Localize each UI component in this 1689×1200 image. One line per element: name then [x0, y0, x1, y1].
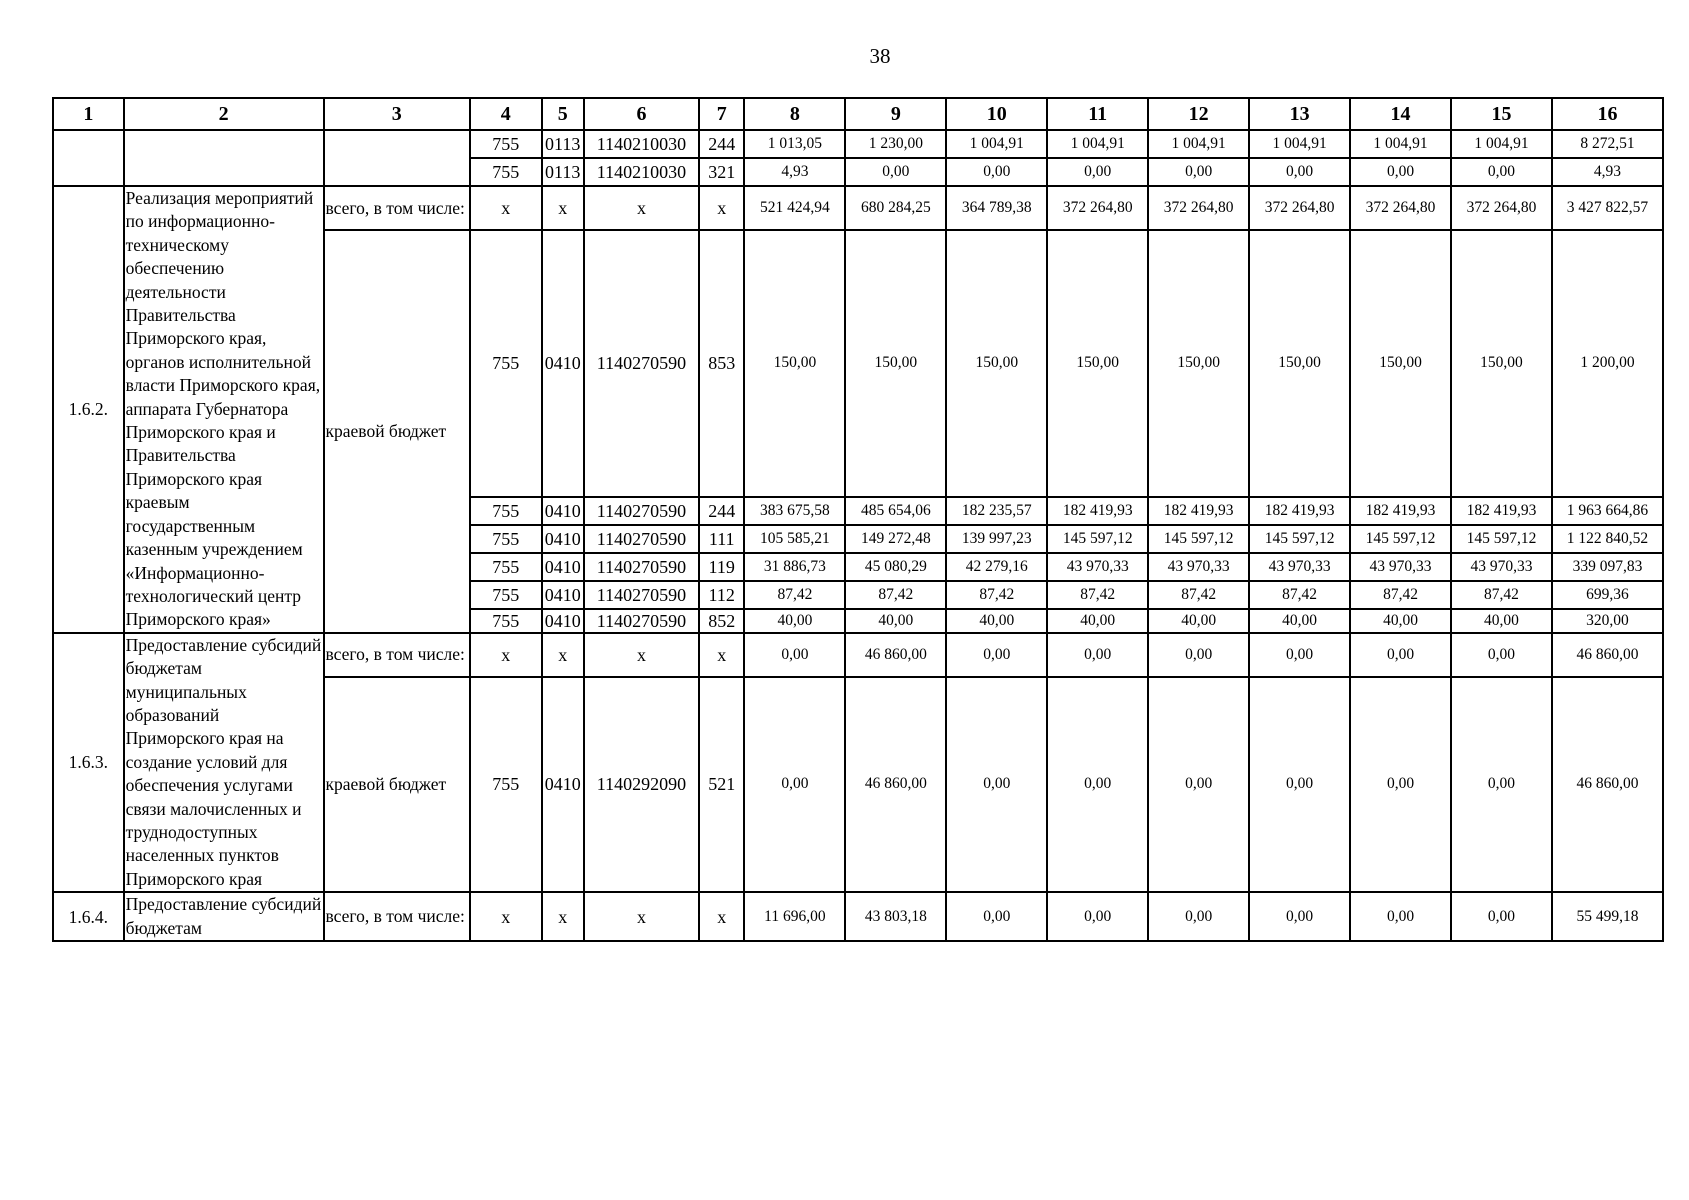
value-cell: 11 696,00: [744, 892, 845, 941]
value-cell: 0,00: [1350, 158, 1451, 186]
value-cell: 339 097,83: [1552, 553, 1663, 581]
value-cell: 364 789,38: [946, 186, 1047, 230]
value-cell: 372 264,80: [1350, 186, 1451, 230]
page-number: 38: [869, 44, 891, 68]
value-cell: 87,42: [1350, 581, 1451, 609]
value-cell: 43 970,33: [1249, 553, 1350, 581]
value-cell: 1 004,91: [1451, 130, 1552, 158]
value-cell: 3 427 822,57: [1552, 186, 1663, 230]
value-cell: 699,36: [1552, 581, 1663, 609]
code-cell-type: 321: [699, 158, 744, 186]
code-cell-section: x: [542, 892, 584, 941]
value-cell: 105 585,21: [744, 525, 845, 553]
column-number-header: 14: [1350, 98, 1451, 130]
code-cell-type: 521: [699, 677, 744, 892]
column-number-header: 16: [1552, 98, 1663, 130]
value-cell: 46 860,00: [845, 677, 946, 892]
value-cell: 0,00: [1350, 892, 1451, 941]
code-cell-section: 0113: [542, 158, 584, 186]
value-cell: 1 013,05: [744, 130, 845, 158]
value-cell: 43 803,18: [845, 892, 946, 941]
section-total-row: [53, 186, 1663, 230]
table-body: [53, 98, 1663, 941]
value-cell: 150,00: [744, 230, 845, 497]
value-cell: 182 419,93: [1350, 497, 1451, 525]
value-cell: 145 597,12: [1047, 525, 1148, 553]
code-cell-type: 111: [699, 525, 744, 553]
value-cell: 40,00: [1350, 609, 1451, 633]
column-number-header: 12: [1148, 98, 1249, 130]
code-cell-section: 0410: [542, 677, 584, 892]
value-cell: 42 279,16: [946, 553, 1047, 581]
value-cell: 145 597,12: [1451, 525, 1552, 553]
section-index: 1.6.3.: [53, 633, 124, 892]
value-cell: 680 284,25: [845, 186, 946, 230]
code-cell-type: 244: [699, 130, 744, 158]
value-cell: 0,00: [1047, 633, 1148, 677]
code-cell-admin: 755: [470, 609, 542, 633]
value-cell: 40,00: [946, 609, 1047, 633]
value-cell: 372 264,80: [1148, 186, 1249, 230]
value-cell: 150,00: [1148, 230, 1249, 497]
column-number-header: 6: [584, 98, 699, 130]
code-cell-admin: x: [470, 892, 542, 941]
value-cell: 87,42: [946, 581, 1047, 609]
section-index: 1.6.2.: [53, 186, 124, 633]
value-cell: 43 970,33: [1047, 553, 1148, 581]
value-cell: 46 860,00: [1552, 677, 1663, 892]
code-cell-type: x: [699, 633, 744, 677]
column-number-header: 8: [744, 98, 845, 130]
value-cell: 182 235,57: [946, 497, 1047, 525]
value-cell: 1 963 664,86: [1552, 497, 1663, 525]
code-cell-section: 0410: [542, 497, 584, 525]
code-cell-type: 112: [699, 581, 744, 609]
value-cell: 182 419,93: [1249, 497, 1350, 525]
value-cell: 87,42: [845, 581, 946, 609]
code-cell-section: 0410: [542, 581, 584, 609]
column-number-header: 4: [470, 98, 542, 130]
value-cell: 0,00: [946, 677, 1047, 892]
value-cell: 4,93: [1552, 158, 1663, 186]
value-cell: 182 419,93: [1451, 497, 1552, 525]
code-cell-admin: 755: [470, 553, 542, 581]
value-cell: 40,00: [1148, 609, 1249, 633]
value-cell: 1 004,91: [946, 130, 1047, 158]
source-label: краевой бюджет: [324, 230, 470, 633]
column-number-header: 10: [946, 98, 1047, 130]
value-cell: 40,00: [845, 609, 946, 633]
value-cell: 0,00: [845, 158, 946, 186]
value-cell: 0,00: [1451, 158, 1552, 186]
value-cell: 145 597,12: [1249, 525, 1350, 553]
value-cell: 485 654,06: [845, 497, 946, 525]
value-cell: 0,00: [1249, 158, 1350, 186]
value-cell: 40,00: [1047, 609, 1148, 633]
column-number-header: 9: [845, 98, 946, 130]
value-cell: 46 860,00: [1552, 633, 1663, 677]
code-cell-target: 1140210030: [584, 130, 699, 158]
code-cell-admin: 755: [470, 677, 542, 892]
value-cell: 372 264,80: [1249, 186, 1350, 230]
code-cell-type: 244: [699, 497, 744, 525]
value-cell: 45 080,29: [845, 553, 946, 581]
column-number-header: 2: [124, 98, 324, 130]
code-cell-target: x: [584, 633, 699, 677]
column-number-header: 7: [699, 98, 744, 130]
code-cell-type: x: [699, 186, 744, 230]
value-cell: 1 004,91: [1350, 130, 1451, 158]
value-cell: 0,00: [1148, 892, 1249, 941]
value-cell: 0,00: [1148, 677, 1249, 892]
value-cell: 0,00: [1148, 633, 1249, 677]
value-cell: 40,00: [1249, 609, 1350, 633]
section-index: 1.6.4.: [53, 892, 124, 941]
code-cell-target: 1140270590: [584, 525, 699, 553]
value-cell: 40,00: [744, 609, 845, 633]
table-header-row: [53, 98, 1663, 130]
value-cell: 150,00: [1249, 230, 1350, 497]
value-cell: 182 419,93: [1148, 497, 1249, 525]
value-cell: 372 264,80: [1047, 186, 1148, 230]
source-cell: [324, 130, 470, 186]
value-cell: 40,00: [1451, 609, 1552, 633]
value-cell: 0,00: [1451, 892, 1552, 941]
value-cell: 0,00: [1350, 633, 1451, 677]
value-cell: 0,00: [946, 158, 1047, 186]
value-cell: 31 886,73: [744, 553, 845, 581]
value-cell: 0,00: [946, 633, 1047, 677]
value-cell: 0,00: [1047, 892, 1148, 941]
column-number-header: 15: [1451, 98, 1552, 130]
code-cell-target: 1140210030: [584, 158, 699, 186]
source-label: краевой бюджет: [324, 677, 470, 892]
code-cell-target: 1140270590: [584, 230, 699, 497]
code-cell-section: 0410: [542, 609, 584, 633]
value-cell: 0,00: [1249, 633, 1350, 677]
column-number-header: 11: [1047, 98, 1148, 130]
value-cell: 149 272,48: [845, 525, 946, 553]
value-cell: 145 597,12: [1148, 525, 1249, 553]
value-cell: 43 970,33: [1451, 553, 1552, 581]
description-cell: [124, 130, 324, 186]
value-cell: 87,42: [1451, 581, 1552, 609]
value-cell: 0,00: [1249, 892, 1350, 941]
code-cell-target: 1140270590: [584, 497, 699, 525]
value-cell: 0,00: [1249, 677, 1350, 892]
value-cell: 150,00: [946, 230, 1047, 497]
code-cell-section: 0410: [542, 525, 584, 553]
total-label: всего, в том числе:: [324, 633, 470, 677]
value-cell: 87,42: [1047, 581, 1148, 609]
value-cell: 4,93: [744, 158, 845, 186]
total-label: всего, в том числе:: [324, 892, 470, 941]
value-cell: 87,42: [744, 581, 845, 609]
value-cell: 372 264,80: [1451, 186, 1552, 230]
code-cell-type: x: [699, 892, 744, 941]
value-cell: 1 200,00: [1552, 230, 1663, 497]
value-cell: 0,00: [1451, 677, 1552, 892]
code-cell-target: x: [584, 186, 699, 230]
total-label: всего, в том числе:: [324, 186, 470, 230]
section-description: Предоставление субсидий бюджетам муниципальных образований Приморского края на создание условий для обеспечения услугами связи малочисленных и труднодоступных населенных пунктов Приморского края: [124, 633, 324, 892]
value-cell: 0,00: [1047, 158, 1148, 186]
value-cell: 145 597,12: [1350, 525, 1451, 553]
section-total-row: [53, 633, 1663, 677]
index-cell: [53, 130, 124, 186]
section-description: Предоставление субсидий бюджетам: [124, 892, 324, 941]
value-cell: 0,00: [744, 633, 845, 677]
code-cell-type: 119: [699, 553, 744, 581]
budget-table: [52, 97, 1664, 942]
value-cell: 150,00: [1451, 230, 1552, 497]
value-cell: 1 004,91: [1047, 130, 1148, 158]
value-cell: 383 675,58: [744, 497, 845, 525]
value-cell: 139 997,23: [946, 525, 1047, 553]
value-cell: 0,00: [1047, 677, 1148, 892]
value-cell: 55 499,18: [1552, 892, 1663, 941]
value-cell: 0,00: [946, 892, 1047, 941]
code-cell-target: 1140270590: [584, 609, 699, 633]
value-cell: 0,00: [1350, 677, 1451, 892]
code-cell-admin: x: [470, 186, 542, 230]
code-cell-section: 0410: [542, 553, 584, 581]
code-cell-target: 1140270590: [584, 581, 699, 609]
section-description: Реализация мероприятий по информационно-техническому обеспечению деятельности Правительства Приморского края, органов исполнительной власти Приморского края, аппарата Губернатора Приморского края и Правительства Приморского края краевым государственным казенным учреждением «Информационно-технологический центр Приморского края»: [124, 186, 324, 633]
column-number-header: 5: [542, 98, 584, 130]
code-cell-target: 1140292090: [584, 677, 699, 892]
value-cell: 46 860,00: [845, 633, 946, 677]
section-total-row: [53, 892, 1663, 941]
value-cell: 87,42: [1148, 581, 1249, 609]
value-cell: 43 970,33: [1350, 553, 1451, 581]
code-cell-target: x: [584, 892, 699, 941]
value-cell: 1 004,91: [1148, 130, 1249, 158]
value-cell: 150,00: [1350, 230, 1451, 497]
value-cell: 150,00: [845, 230, 946, 497]
value-cell: 521 424,94: [744, 186, 845, 230]
column-number-header: 1: [53, 98, 124, 130]
code-cell-target: 1140270590: [584, 553, 699, 581]
value-cell: 1 230,00: [845, 130, 946, 158]
value-cell: 0,00: [1451, 633, 1552, 677]
code-cell-section: x: [542, 633, 584, 677]
table-row: [53, 130, 1663, 158]
value-cell: 87,42: [1249, 581, 1350, 609]
value-cell: 43 970,33: [1148, 553, 1249, 581]
code-cell-admin: 755: [470, 230, 542, 497]
value-cell: 0,00: [744, 677, 845, 892]
code-cell-admin: 755: [470, 497, 542, 525]
code-cell-admin: 755: [470, 158, 542, 186]
column-number-header: 13: [1249, 98, 1350, 130]
code-cell-section: 0410: [542, 230, 584, 497]
value-cell: 1 122 840,52: [1552, 525, 1663, 553]
column-number-header: 3: [324, 98, 470, 130]
value-cell: 320,00: [1552, 609, 1663, 633]
code-cell-section: 0113: [542, 130, 584, 158]
code-cell-admin: 755: [470, 525, 542, 553]
code-cell-admin: 755: [470, 130, 542, 158]
value-cell: 1 004,91: [1249, 130, 1350, 158]
value-cell: 8 272,51: [1552, 130, 1663, 158]
code-cell-admin: 755: [470, 581, 542, 609]
code-cell-admin: x: [470, 633, 542, 677]
code-cell-section: x: [542, 186, 584, 230]
value-cell: 0,00: [1148, 158, 1249, 186]
value-cell: 150,00: [1047, 230, 1148, 497]
code-cell-type: 853: [699, 230, 744, 497]
value-cell: 182 419,93: [1047, 497, 1148, 525]
code-cell-type: 852: [699, 609, 744, 633]
